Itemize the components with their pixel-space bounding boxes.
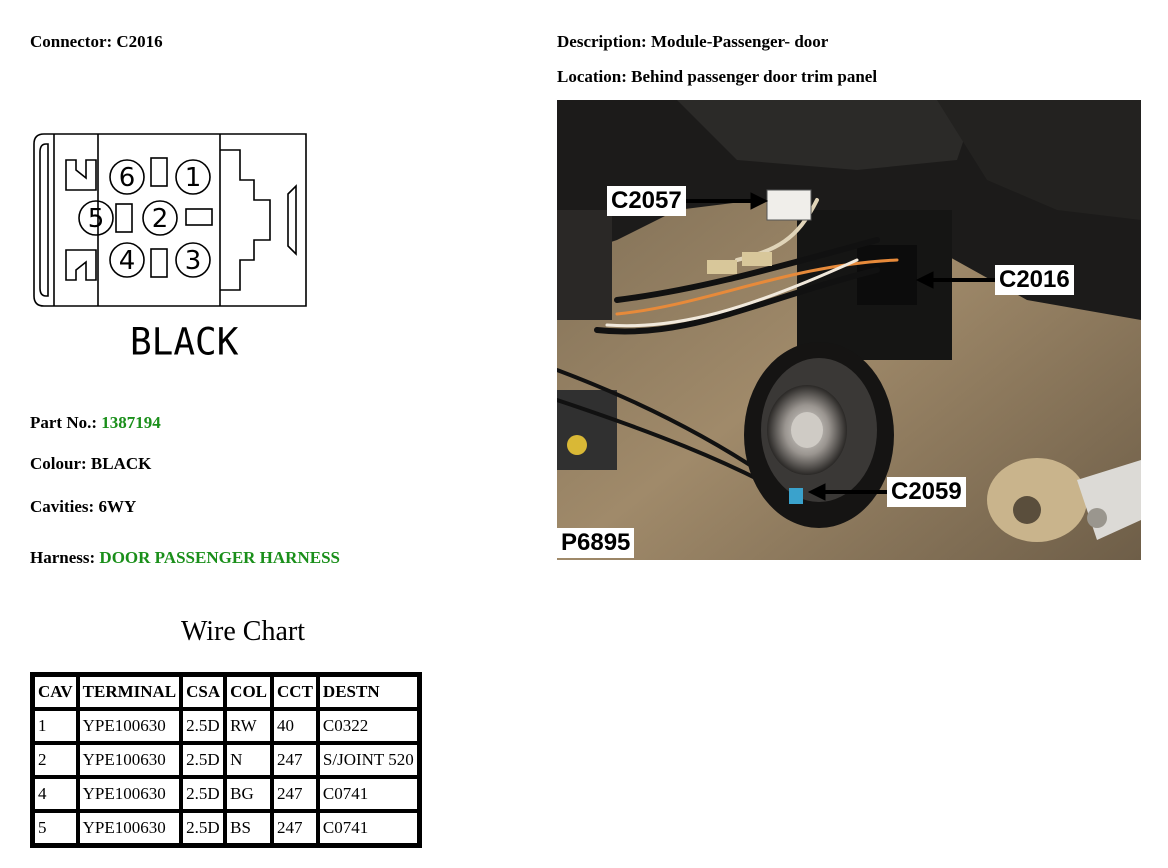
table-row — [33, 709, 419, 743]
pin-2: 2 — [151, 204, 169, 234]
cell-cct: 247 — [272, 777, 318, 811]
pin-5: 5 — [87, 204, 105, 234]
pin-1: 1 — [184, 163, 202, 193]
part-no-value: 1387194 — [101, 413, 161, 432]
header-destn: DESTN — [318, 675, 419, 709]
cavities-label: Cavities: — [30, 497, 95, 516]
cell-csa: 2.5D — [181, 743, 225, 777]
cell-destn: S/JOINT 520 — [318, 743, 419, 777]
cell-cav: 4 — [33, 777, 78, 811]
pin-3: 3 — [184, 246, 202, 276]
cell-destn: C0741 — [318, 811, 419, 845]
cell-cav: 5 — [33, 811, 78, 845]
cell-destn: C0322 — [318, 709, 419, 743]
header-cav: CAV — [33, 675, 78, 709]
location-photo — [557, 100, 1141, 560]
part-no-label: Part No.: — [30, 413, 98, 432]
callout-c2059: C2059 — [887, 477, 966, 507]
cell-cct: 247 — [272, 743, 318, 777]
location-value: Behind passenger door trim panel — [631, 67, 878, 86]
part-no-field — [30, 413, 161, 433]
callout-c2016: C2016 — [995, 265, 1074, 295]
colour-value: BLACK — [90, 454, 152, 473]
cell-cct: 247 — [272, 811, 318, 845]
pin-6: 6 — [118, 163, 136, 193]
cell-terminal: YPE100630 — [78, 811, 182, 845]
cavities-value: 6WY — [98, 497, 137, 516]
cell-terminal: YPE100630 — [78, 743, 182, 777]
cell-cav: 1 — [33, 709, 78, 743]
connector-value: C2016 — [116, 32, 163, 51]
cell-col: N — [225, 743, 272, 777]
connector-diagram — [30, 130, 310, 310]
cell-col: BG — [225, 777, 272, 811]
description-value: Module-Passenger- door — [650, 32, 829, 51]
wire-chart-table — [30, 672, 422, 848]
cell-terminal: YPE100630 — [78, 777, 182, 811]
colour-label: Colour: — [30, 454, 87, 473]
cell-cct: 40 — [272, 709, 318, 743]
diagram-color-caption: BLACK — [130, 320, 239, 365]
table-row — [33, 811, 419, 845]
photo-illustration — [557, 100, 1141, 560]
cell-destn: C0741 — [318, 777, 419, 811]
cell-csa: 2.5D — [181, 709, 225, 743]
cell-csa: 2.5D — [181, 811, 225, 845]
header-terminal: TERMINAL — [78, 675, 182, 709]
cell-col: BS — [225, 811, 272, 845]
connector-field — [30, 32, 163, 52]
table-row — [33, 743, 419, 777]
callout-c2057: C2057 — [607, 186, 686, 216]
header-cct: CCT — [272, 675, 318, 709]
cell-col: RW — [225, 709, 272, 743]
colour-field — [30, 454, 151, 474]
table-row — [33, 777, 419, 811]
cavities-field — [30, 497, 136, 517]
pin-4: 4 — [118, 246, 136, 276]
location-field — [557, 67, 877, 87]
cell-terminal: YPE100630 — [78, 709, 182, 743]
description-label: Description: — [557, 32, 647, 51]
table-header-row — [33, 675, 419, 709]
photo-reference: P6895 — [557, 528, 634, 558]
wire-chart-title: Wire Chart — [180, 616, 306, 647]
harness-value: DOOR PASSENGER HARNESS — [99, 548, 340, 567]
connector-label: Connector: — [30, 32, 113, 51]
harness-label: Harness: — [30, 548, 96, 567]
header-csa: CSA — [181, 675, 225, 709]
description-field — [557, 32, 828, 52]
header-col: COL — [225, 675, 272, 709]
cell-cav: 2 — [33, 743, 78, 777]
location-label: Location: — [557, 67, 627, 86]
harness-field — [30, 548, 340, 568]
cell-csa: 2.5D — [181, 777, 225, 811]
